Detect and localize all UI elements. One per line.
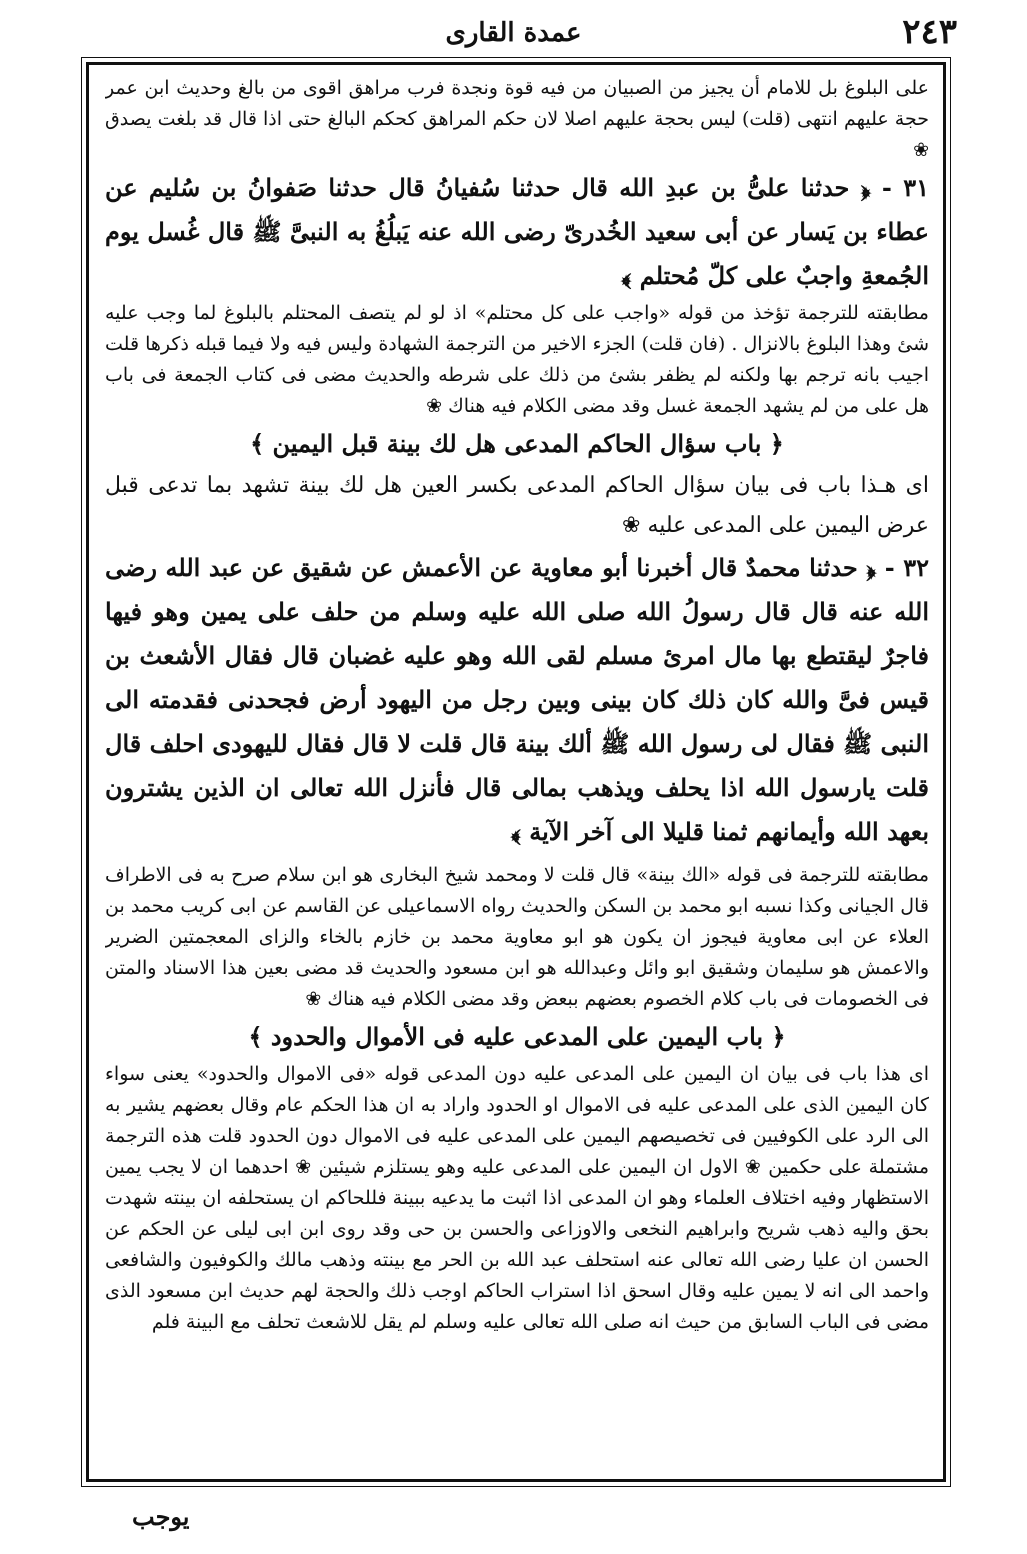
commentary-paragraph: مطابقته للترجمة تؤخذ من قوله «واجب على كل محتلم» اذ لو لم يتصف المحتلم بالبلوغ لما وجب عليه شئ وهذا البلوغ بالانزال . (فان قلت) الجزء الاخير من الترجمة الشهادة وليس فيه ولا فيما قبله ذكرها قلت اجيب بانه ترجم بها ولكنه لم يظفر بشئ من ذلك على شرطه والحديث مضى فى كتاب الجمعة فى باب هل على من لم يشهد الجمعة غسل وقد مضى الكلام فيه هناك ❀: [105, 302, 929, 417]
catchword: يوجب: [132, 1502, 190, 1531]
commentary-paragraph: اى هذا باب فى بيان ان اليمين على المدعى عليه دون المدعى قوله «فى الاموال والحدود» يعنى سواء كان اليمين الذى على المدعى عليه فى الاموال او الحدود واراد به ان هذا الحكم عام وقال بعضهم يشير به الى الرد على الكوفيين فى تخصيصهم اليمين على المدعى عليه فى الاموال دون الحدود قلت هذه الترجمة مشتملة على حكمين ❀ الاول ان اليمين على المدعى عليه وهو يستلزم شيئين ❀ احدهما ان لا يجب يمين الاستظهار وفيه اختلاف العلماء وهو ان المدعى اذا اثبت ما يدعيه ببينة فللحاكم ان يستحلفه ان بينته شهدت بحق واليه ذهب شريح وابراهيم النخعى والاوزاعى والحسن بن حى وقد روى ابن ابى ليلى عن الحكم عن الحسن ان عليا رضى الله تعالى عنه استحلف عبد الله بن الحر مع بينته وذهب مالك والكوفيون والشافعى واحمد الى انه لا يمين عليه وقال اسحق اذا استراب الحاكم اوجب ذلك والحجة لهم حديث ابن مسعود الذى مضى فى الباب السابق من حيث انه صلى الله تعالى عليه وسلم لم يقل للاشعث تحلف مع البينة فلم: [105, 1063, 929, 1333]
hadith-31: ٣١ - ﴿ حدثنا علىُّ بن عبدِ الله قال حدثنا سُفيانُ قال حدثنا صَفوانُ بن سُليم عن عطاء بن يَسار عن أبى سعيد الخُدرىّ رضى الله عنه يَبلُغُ به النبىَّ ﷺ قال غُسل يوم الجُمعةِ واجبٌ على كلّ مُحتلم ﴾: [105, 173, 929, 290]
chapter-explanation: اى هـذا باب فى بيان سؤال الحاكم المدعى بكسر العين هل لك بينة تشهد بما تدعى قبل عرض اليمين على المدعى عليه ❀: [105, 473, 929, 538]
running-title: عمدة القارى: [445, 18, 582, 48]
page-number: ٢٤٣: [902, 12, 957, 52]
commentary-paragraph: على البلوغ بل للامام أن يجيز من الصبيان من فيه قوة ونجدة فرب مراهق اقوى من بالغ وحديث ابن عمر حجة عليهم انتهى (قلت) ليس بحجة عليهم اصلا لان حكم المراهق كحكم البالغ حتى اذا قال قد بلغت يصدق ❀: [105, 77, 929, 161]
page-content: [105, 73, 929, 1471]
chapter-heading: ﴿ باب اليمين على المدعى عليه فى الأموال والحدود ﴾: [248, 1022, 786, 1051]
page-frame: [86, 62, 946, 1482]
chapter-heading: ﴿ باب سؤال الحاكم المدعى هل لك بينة قبل اليمين ﴾: [250, 429, 784, 458]
hadith-32: ٣٢ - ﴿ حدثنا محمدٌ قال أخبرنا أبو معاوية عن الأعمش عن شقيق عن عبد الله رضى الله عنه قال قال رسولُ الله صلى الله عليه وسلم من حلف على يمين وهو فيها فاجرٌ ليقتطع بها مال امرئ مسلم لقى الله وهو عليه غضبان قال فقال الأشعث بن قيس فىَّ والله كان ذلك كان بينى وبين رجل من اليهود أرض فجحدنى فقدمته الى النبى ﷺ فقال لى رسول الله ﷺ ألك بينة قال قلت لا قال فقال لليهودى احلف قال قلت يارسول الله اذا يحلف ويذهب بمالى قال فأنزل الله تعالى ان الذين يشترون بعهد الله وأيمانهم ثمنا قليلا الى آخر الآية ﴾: [105, 553, 929, 846]
commentary-paragraph: مطابقته للترجمة فى قوله «الك بينة» قال قلت لا ومحمد شيخ البخارى هو ابن سلام صرح به فى الاطراف قال الجيانى وكذا نسبه ابو محمد بن السكن والحديث رواه الاسماعيلى عن القاسم عن ابى كريب محمد بن العلاء عن ابى معاوية فيجوز ان يكون هو ابو معاوية محمد بن خازم بالخاء والزاى المعجمتين الضرير والاعمش هو سليمان وشقيق ابو وائل وعبدالله هو ابن مسعود والحديث قد مضى بعين هذا الاسناد والمتن فى الخصومات فى باب كلام الخصوم بعضهم ببعض وقد مضى الكلام فيه هناك ❀: [105, 864, 929, 1010]
